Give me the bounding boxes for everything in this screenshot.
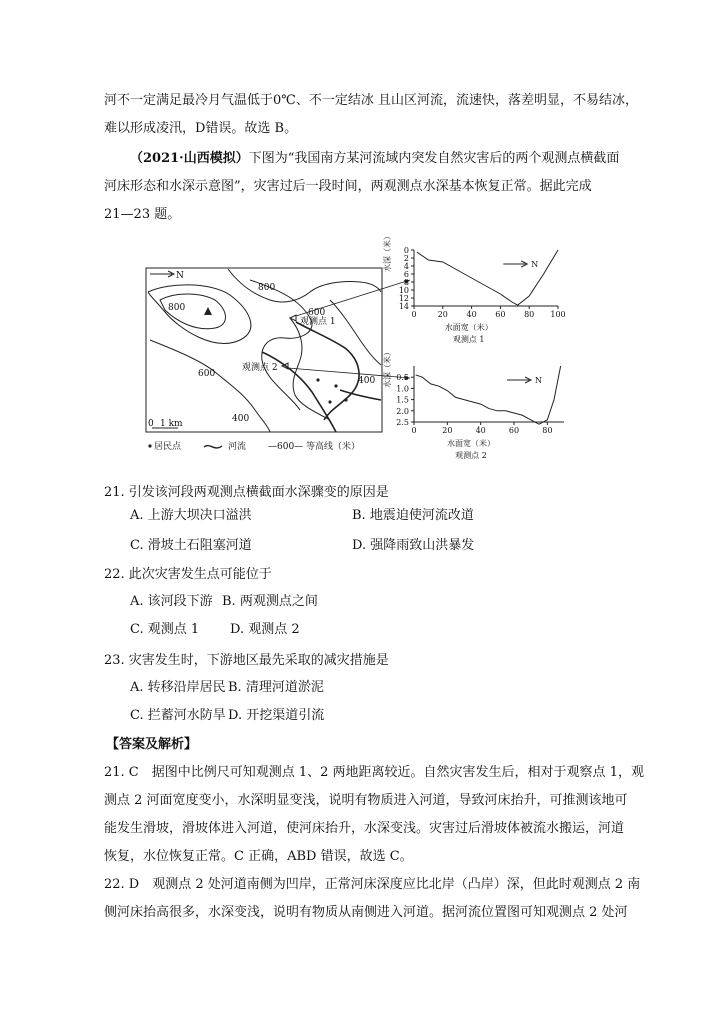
north-label: N — [535, 376, 542, 385]
x-tick-label: 0 — [411, 310, 417, 319]
option-22-a[interactable]: A. 该河段下游 — [130, 594, 213, 609]
settlement-dot — [316, 378, 319, 381]
riverbed-profile-line — [417, 250, 558, 305]
y-tick-label: 2.5 — [396, 418, 409, 427]
observation-1-label: 观测点 1 — [300, 317, 336, 327]
y-tick-label: 0 — [403, 246, 409, 255]
x-tick-label: 80 — [542, 426, 553, 435]
y-tick-label: 6 — [403, 270, 409, 279]
chart-observation-2 — [382, 348, 564, 460]
option-23-a[interactable]: A. 转移沿岸居民 — [130, 680, 226, 695]
x-tick-label: 60 — [508, 426, 520, 435]
contour-label: 600 — [308, 308, 326, 318]
prev-answer-line-2: 难以形成凌汛，D错误。故选 B。 — [104, 121, 298, 136]
contour-label: 400 — [232, 414, 250, 424]
peak-marker-icon — [204, 307, 212, 315]
contour-line — [250, 280, 312, 410]
option-23-d[interactable]: D. 开挖渠道引流 — [228, 708, 325, 723]
option-23-c[interactable]: C. 拦蓄河水防旱 — [130, 708, 226, 723]
contour-label: 400 — [358, 376, 376, 386]
answer-21-line-4: 恢复，水位恢复正常。C 正确，ABD 错误，故选 C。 — [104, 849, 413, 864]
option-22-b[interactable]: B. 两观测点之间 — [222, 594, 318, 609]
chart-title: 观测点 1 — [452, 335, 485, 344]
x-tick-label: 20 — [442, 426, 453, 435]
chart-observation-1 — [382, 232, 566, 344]
y-tick-label: 2 — [403, 254, 409, 263]
y-axis-label: 水深（米） — [383, 348, 392, 388]
option-21-a[interactable]: A. 上游大坝决口溢洪 — [130, 508, 252, 523]
legend-contour: 等高线（米） — [306, 442, 361, 452]
answer-21-line-2: 测点 2 河面宽度变小，水深明显变浅，说明有物质进入河道，导致河床抬升，可推测该地可 — [104, 793, 628, 808]
y-tick-label: 2.0 — [396, 406, 409, 416]
contour-line — [228, 269, 381, 302]
contour-line — [148, 285, 251, 344]
x-tick-label: 0 — [411, 426, 417, 435]
contour-label: 800 — [258, 283, 276, 293]
riverbed-profile-line — [416, 366, 561, 424]
option-21-c[interactable]: C. 滑坡土石阻塞河道 — [130, 538, 252, 553]
answer-22-line-2: 侧河床抬高很多，水深变浅，说明有物质从南侧进入河道。据河流位置图可知观测点 2 处河 — [104, 905, 628, 920]
contour-label: 600 — [198, 369, 216, 379]
y-tick-label: 0.5 — [396, 373, 409, 383]
y-tick-label: 4 — [403, 262, 409, 271]
settlement-dot — [344, 398, 347, 401]
settlement-dot — [328, 400, 331, 403]
x-tick-label: 20 — [437, 310, 448, 319]
answer-21-line-3: 能发生滑坡，滑坡体进入河道，使河床抬升，水深变浅。灾害过后滑坡体被流水搬运，河道 — [104, 821, 625, 836]
question-23-stem: 23. 灾害发生时，下游地区最先采取的减灾措施是 — [104, 653, 389, 668]
prev-answer-line-1: 河不一定满足最冷月气温低于0℃、不一定结冰 且山区河流，流速快，落差明显，不易结冰， — [104, 93, 638, 108]
scale-zero: 0 — [148, 419, 154, 429]
x-tick-label: 60 — [495, 310, 506, 319]
observation-1-marker-icon — [290, 315, 296, 321]
x-tick-label: 80 — [524, 310, 535, 319]
observation-2-label: 观测点 2 — [242, 363, 278, 373]
question-22-stem: 22. 此次灾害发生点可能位于 — [104, 567, 272, 582]
chart-title: 观测点 2 — [455, 451, 487, 460]
contour-line — [330, 300, 381, 365]
settlement-dot — [334, 384, 337, 387]
x-tick-label: 100 — [550, 310, 566, 319]
intro-line-2: 河床形态和水深示意图”，灾害过后一段时间，两观测点水深基本恢复正常。据此完成 — [104, 179, 592, 194]
answer-22-line-1: 22. D 观测点 2 处河道南侧为凹岸，正常河床深度应比北岸（凸岸）深，但此时观测点 2 南 — [104, 877, 641, 892]
legend-river: 河流 — [228, 442, 247, 452]
option-21-d[interactable]: D. 强降雨致山洪暴发 — [352, 538, 475, 553]
scale-unit: 1 km — [160, 419, 183, 429]
option-21-b[interactable]: B. 地震迫使河流改道 — [352, 508, 474, 523]
y-tick-label: 8 — [403, 278, 409, 287]
y-tick-label: 14 — [398, 302, 409, 311]
legend-settlement: 居民点 — [154, 442, 182, 452]
option-23-b[interactable]: B. 清理河道淤泥 — [228, 680, 324, 695]
legend-river-icon — [204, 446, 222, 448]
question-source: （2021·山西模拟） — [130, 151, 249, 166]
x-axis-label: 水面宽（米） — [444, 323, 493, 332]
answer-heading: 【答案及解析】 — [106, 737, 198, 752]
y-axis-label: 水深（米） — [383, 232, 392, 272]
x-axis-label: 水面宽（米） — [447, 439, 495, 448]
option-22-c[interactable]: C. 观测点 1 — [130, 622, 200, 637]
map-north-label: N — [176, 271, 184, 281]
y-tick-label: 12 — [398, 294, 409, 303]
north-label: N — [531, 260, 539, 269]
y-tick-label: 1.0 — [396, 384, 409, 394]
y-tick-label: 1.5 — [396, 395, 409, 405]
contour-label: 800 — [168, 303, 186, 313]
y-tick-label: 10 — [398, 286, 409, 295]
x-tick-label: 40 — [466, 310, 477, 319]
answer-21-line-1: 21. C 据图中比例尺可知观测点 1、2 两地距离较近。自然灾害发生后，相对于观察点 1，观 — [104, 765, 644, 780]
intro-text-1: 下图为“我国南方某河流域内突发自然灾害后的两个观测点横截面 — [248, 151, 620, 166]
question-21-stem: 21. 引发该河段两观测点横截面水深骤变的原因是 — [104, 485, 389, 500]
legend-contour-prefix: —600— — [268, 442, 304, 452]
x-tick-label: 40 — [475, 426, 486, 435]
option-22-d[interactable]: D. 观测点 2 — [230, 622, 300, 637]
intro-line-3: 21—23 题。 — [104, 207, 181, 222]
legend-settlement-icon — [148, 444, 151, 447]
